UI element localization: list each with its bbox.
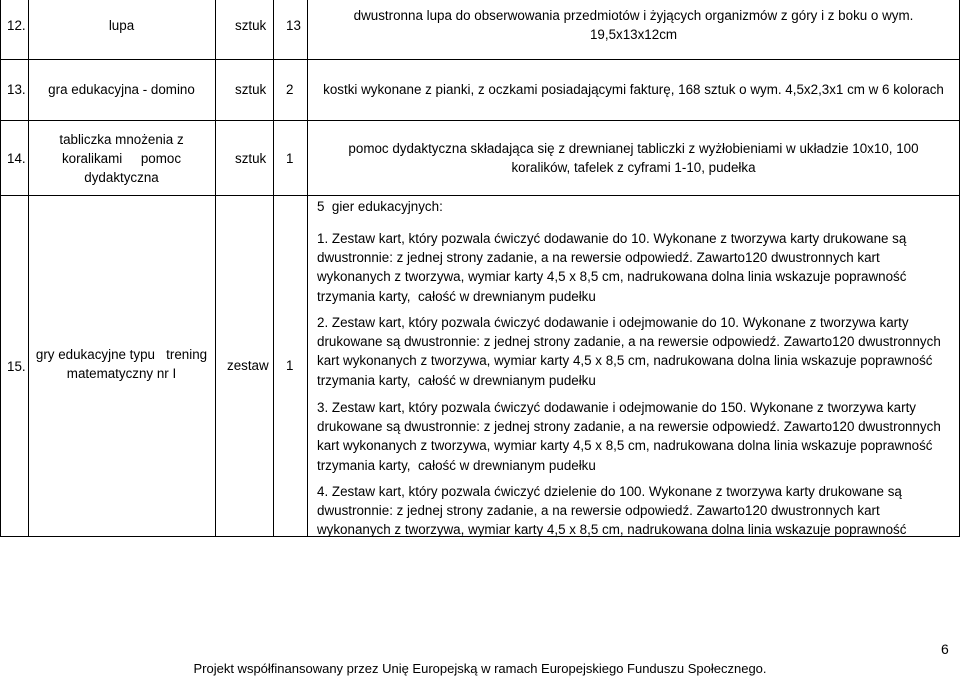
item-description: pomoc dydaktyczna składająca się z drewnianej tabliczki z wyżłobieniami w układzie 10x10, 100: [348, 141, 919, 156]
item-description: 19,5x13x12cm: [589, 27, 678, 42]
game-item-line: dwustronnie: z jednej strony zadanie, a na rewersie odpowiedź. Zawarto120 dwustronnych kart: [317, 503, 880, 519]
game-item-line: 4. Zestaw kart, który pozwala ćwiczyć dzielenie do 100. Wykonane z tworzywa karty drukowane są: [317, 484, 902, 499]
item-name: dydaktyczna: [84, 170, 159, 185]
row-number: 15.: [7, 359, 26, 374]
item-description: dwustronna lupa do obserwowania przedmiotów i żyjących organizmów z góry i z boku o wym.: [353, 8, 914, 23]
item-unit: sztuk: [235, 151, 267, 166]
page-number: 6: [941, 641, 949, 657]
item-name: tabliczka mnożenia z: [59, 132, 184, 147]
game-item-1: [317, 229, 906, 306]
game-item-line: 1. Zestaw kart, który pozwala ćwiczyć dodawanie do 10. Wykonane z tworzywa karty drukowane są: [317, 231, 907, 246]
game-item-line: kart wykonanych z tworzywa, wymiar karty 4,5 x 8,5 cm, nadrukowana dolna linia wskazuje poprawność: [317, 353, 933, 369]
item-quantity: 1: [286, 358, 294, 373]
item-name: matematyczny nr I: [66, 366, 177, 381]
item-quantity: 13: [286, 18, 301, 33]
item-description: koralików, tafelek z cyframi 1-10, pudełka: [511, 160, 756, 175]
row-number: 12.: [7, 18, 26, 33]
game-item-2: [317, 313, 941, 390]
table-border-left: [0, 0, 1, 537]
item-quantity: 2: [286, 82, 294, 97]
row-divider: [0, 195, 960, 196]
game-item-line: trzymania karty, całość w drewnianym pudełku: [317, 288, 596, 304]
item-name: gra edukacyjna - domino: [48, 82, 195, 97]
item-unit: sztuk: [235, 18, 267, 33]
game-item-line: wykonanych z tworzywa, wymiar karty 4,5 x 8,5 cm, nadrukowana dolna linia wskazuje poprawność: [317, 269, 907, 285]
item-description: kostki wykonane z pianki, z oczkami posiadającymi fakturę, 168 sztuk o wym. 4,5x2,3x1 cm w 6 kolorach: [323, 82, 944, 97]
game-item-line: wykonanych z tworzywa, wymiar karty 4,5 x 8,5 cm, nadrukowana dolna linia wskazuje poprawność: [317, 522, 907, 538]
game-item-line: kart wykonanych z tworzywa, wymiar karty 4,5 x 8,5 cm, nadrukowana dolna linia wskazuje poprawność: [317, 438, 933, 454]
item-name: koralikami pomoc: [61, 151, 182, 166]
item-name: gry edukacyjne typu trening: [35, 347, 208, 362]
game-item-line: dwustronnie: z jednej strony zadanie, a na rewersie odpowiedź. Zawarto120 dwustronnych kart: [317, 250, 880, 266]
game-item-line: 2. Zestaw kart, który pozwala ćwiczyć dodawanie i odejmowanie do 10. Wykonane z tworzywa karty: [317, 315, 909, 330]
game-item-line: trzymania karty, całość w drewnianym pudełku: [317, 372, 596, 388]
game-item-line: 3. Zestaw kart, który pozwala ćwiczyć dodawanie i odejmowanie do 150. Wykonane z tworzywa karty: [317, 400, 917, 415]
item-unit: sztuk: [235, 82, 267, 97]
row-divider: [0, 59, 960, 60]
column-divider: [273, 0, 274, 537]
column-divider: [215, 0, 216, 537]
row-number: 14.: [7, 151, 26, 166]
row-number: 13.: [7, 82, 26, 97]
games-intro: 5 gier edukacyjnych:: [317, 199, 443, 214]
game-item-line: trzymania karty, całość w drewnianym pudełku: [317, 457, 596, 473]
item-quantity: 1: [286, 151, 294, 166]
game-item-4: [317, 482, 906, 540]
game-item-line: drukowane są dwustronnie: z jednej strony zadanie, a na rewersie odpowiedź. Zawarto120 dwustronnych: [317, 334, 941, 350]
footer-note: Projekt współfinansowany przez Unię Europejską w ramach Europejskiego Funduszu Społecznego.: [193, 661, 767, 676]
game-item-line: drukowane są dwustronnie: z jednej strony zadanie, a na rewersie odpowiedź. Zawarto120 dwustronnych: [317, 419, 941, 435]
game-item-3: [317, 398, 941, 475]
item-unit: zestaw: [227, 358, 269, 373]
item-name: lupa: [108, 18, 135, 33]
row-divider: [0, 120, 960, 121]
